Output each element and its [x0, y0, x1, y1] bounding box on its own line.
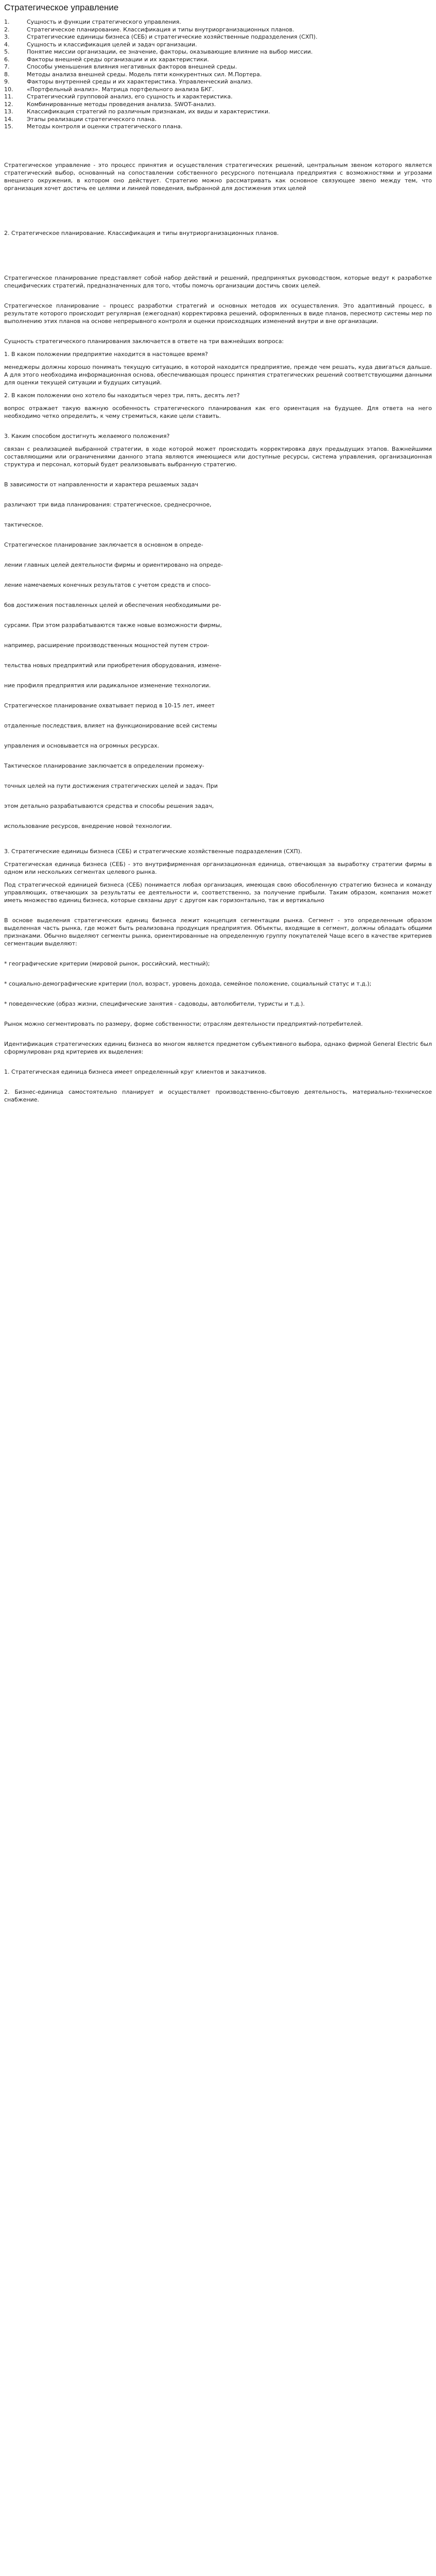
toc-text: Факторы внутренней среды и их характеристика. Управленческий анализ.: [27, 78, 253, 85]
toc-item: [4, 41, 432, 48]
text-line: например, расширение производственных мощностей путем строи-: [4, 641, 210, 649]
toc-item: [4, 93, 432, 100]
text-line: Тактическое планирование заключается в определении промежу-: [4, 762, 204, 769]
list-item: 1. Стратегическая единица бизнеса имеет определенный круг клиентов и заказчиков.: [4, 1068, 267, 1075]
paragraph: менеджеры должны хорошо понимать текущую ситуацию, в которой находится предприятие, прежде чем решать, куда двигаться дальше. А для этого необходима информационная основа, обеспечивающая процесс принятия стратегических решений соответствующими данными для оценки текущей ситуации и будущих ситуаций.: [4, 363, 432, 386]
text-line: ление намечаемых конечных результатов с учетом средств и спосо-: [4, 581, 211, 588]
toc-text: Способы уменьшения влияния негативных факторов внешней среды.: [27, 63, 237, 70]
text-line: Стратегическое планирование охватывает период в 10-15 лет, имеет: [4, 702, 215, 709]
text-line: отдаленные последствия, влияет на функционирование всей системы: [4, 722, 217, 729]
toc-item: [4, 101, 432, 108]
toc-text: Факторы внешней среды организации и их характеристики.: [27, 56, 209, 63]
toc-text: Сущность и функции стратегического управления.: [27, 19, 181, 25]
toc-text: Методы анализа внешней среды. Модель пяти конкурентных сил. М.Портера.: [27, 71, 262, 78]
question: 3. Каким способом достигнуть желаемого положения?: [4, 432, 170, 439]
question: 1. В каком положении предприятие находится в настоящее время?: [4, 350, 208, 358]
toc-text: Стратегическое планирование. Классификация и типы внутриорганизационных планов.: [27, 26, 294, 33]
section-heading: использование ресурсов, внедрение новой технологии.: [4, 822, 172, 829]
toc-text: Комбинированные методы проведения анализа. SWOT-анализ.: [27, 100, 216, 108]
text-line: Стратегическое планирование заключается в основном в опреде-: [4, 541, 203, 548]
toc-text: Этапы реализации стратегического плана.: [27, 115, 157, 123]
toc-item: [4, 78, 432, 86]
toc-item: [4, 33, 432, 41]
paragraph: Стратегическое управление - это процесс принятия и осуществления стратегических решений, центральным звеном которого является стратегический выбор, основанный на сопоставлении собственного ресурсного потенциала предприятия с возможностями и угрозами внешнего окружения, в котором оно действует. Стратегию можно рассматривать как основное связующее звено между тем, что организация хочет достичь ее целями и линией поведения, выбранной для достижения этих целей: [4, 161, 432, 192]
text-line: различают три вида планирования: стратегическое, среднесрочное,: [4, 501, 212, 508]
toc-item: [4, 26, 432, 33]
toc-number: 1.: [4, 19, 10, 25]
text-line: В зависимости от направленности и характера решаемых задач: [4, 481, 198, 488]
toc-text: Классификация стратегий по различным признакам, их виды и характеристики.: [27, 108, 270, 115]
paragraph: Стратегическое планирование – процесс разработки стратегий и основных методов их осуществления. Это адаптивный процесс, в результате которого происходит регулярная (ежегодная) корректировка решений, оформленных в виде планов, пересмотр системы мер по выполнению этих планов на основе непрерывного контроля и оценки происходящих изменений внутри и вне организации.: [4, 302, 432, 325]
text-line: тельства новых предприятий или приобретения оборудования, измене-: [4, 662, 221, 669]
text-line: лении главных целей деятельности фирмы и ориентировано на опреде-: [4, 561, 223, 568]
toc-item: [4, 56, 432, 63]
paragraph: Стратегическое планирование представляет собой набор действий и решений, предпринятых руководством, которые ведут к разработке специфических стратегий, предназначенных для того, чтобы помочь организации достичь своих целей.: [4, 274, 432, 289]
toc-number: 3.: [4, 33, 10, 40]
paragraph: Под стратегической единицей бизнеса (СЕБ) понимается любая организация, имеющая свою обособленную стратегию бизнеса и команду управляющих, отвечающих за результаты ее деятельности и, соответственно, за получение прибыли. Таким образом, компания может иметь множество единиц бизнеса, которые связаны друг с другом как горизонтально, так и вертикально: [4, 881, 432, 904]
text-line: ние профиля предприятия или радикальное изменение технологии.: [4, 682, 211, 689]
toc-item: [4, 123, 432, 130]
paragraph: связан с реализацией выбранной стратегии, в ходе которой может происходить корректировка двух предыдущих этапов. Важнейшими составляющими или ограничениями данного этапа являются имеющиеся или доступные ресурсы, система управления, организационная структура и персонал, который будет реализовывать выбранную стратегию.: [4, 445, 432, 468]
list-item: Идентификация стратегических единиц бизнеса во многом является предметом субъективного выбора, однако фирмой General Electric был сформулирован ряд критериев их выделения:: [4, 1040, 432, 1055]
toc-number: 6.: [4, 56, 10, 63]
toc-number: 12.: [4, 100, 13, 108]
toc-text: Стратегический групповой анализ, его сущность и характеристика.: [27, 93, 233, 100]
list-item: * социально-демографические критерии (пол, возраст, уровень дохода, семейное положение, социальный статус и т.д.);: [4, 980, 372, 987]
toc-text: Методы контроля и оценки стратегического плана.: [27, 123, 183, 130]
toc-text: Сущность и классификация целей и задач организации.: [27, 41, 197, 48]
toc-number: 5.: [4, 48, 10, 55]
list-item: 2. Бизнес-единица самостоятельно планирует и осуществляет производственно-сбытовую деятельность, материально-техническое снабжение.: [4, 1088, 432, 1103]
toc-text: «Портфельный анализ». Матрица портфельного анализа БКГ.: [27, 86, 214, 93]
paragraph: Рынок можно сегментировать по размеру, форме собственности; отраслям деятельности предприятий-потребителей.: [4, 1020, 363, 1027]
list-item: В основе выделения стратегических единиц бизнеса лежит концепция сегментации рынка. Сегмент - это определенным образом выделенная часть рынка, где может быть реализована продукция предприятия. Объекты, входящие в сегмент, должны обладать общими признаками. Обычно выделяют сегменты рынка, ориентированные на определенную группу покупателей Чаще всего в качестве критериев сегментации выделяют:: [4, 917, 432, 947]
toc-number: 8.: [4, 71, 10, 78]
paragraph: 3. Стратегические единицы бизнеса (СЕБ) и стратегические хозяйственные подразделения (СХП).: [4, 848, 302, 855]
text-line: управления и основывается на огромных ресурсах.: [4, 742, 160, 749]
toc-number: 2.: [4, 26, 10, 33]
paragraph: вопрос отражает такую важную особенность стратегического планирования как его ориентация на будущее. Для ответа на него необходимо четко определить, к чему стремиться, какие цели ставить.: [4, 404, 432, 419]
toc-item: [4, 63, 432, 71]
toc-number: 7.: [4, 63, 10, 70]
text-line: бов достижения поставленных целей и обеспечения необходимыми ре-: [4, 601, 221, 608]
text-line: сурсами. При этом разрабатываются также новые возможности фирмы,: [4, 621, 222, 629]
toc-item: [4, 108, 432, 115]
toc-number: 9.: [4, 78, 10, 85]
toc-text: Стратегические единицы бизнеса (СЕБ) и стратегические хозяйственные подразделения (СХП).: [27, 33, 318, 40]
list-item: * географические критерии (мировой рынок, российский, местный);: [4, 960, 210, 967]
text-line: этом детально разрабатываются средства и способы решения задач,: [4, 802, 214, 809]
toc-text: Понятие миссии организации, ее значение, факторы, оказывающие влияние на выбор миссии.: [27, 48, 313, 55]
paragraph: Стратегическая единица бизнеса (СЕБ) - это внутрифирменная организационная единица, отвечающая за выработку стратегии фирмы в одном или нескольких сегментах целевого рынка.: [4, 860, 432, 875]
toc-number: 4.: [4, 41, 10, 48]
toc-number: 14.: [4, 115, 13, 123]
text-line: точных целей на пути достижения стратегических целей и задач. При: [4, 782, 218, 789]
toc-item: [4, 116, 432, 123]
toc-item: [4, 86, 432, 93]
toc-item: [4, 48, 432, 56]
paragraph: * поведенческие (образ жизни, специфические занятия - садоводы, автолюбители, туристы и т.д.).: [4, 1000, 305, 1007]
toc-number: 10.: [4, 86, 13, 93]
table-of-contents: [4, 19, 432, 130]
toc-number: 11.: [4, 93, 13, 100]
text-line: тактическое.: [4, 521, 44, 528]
toc-number: 15.: [4, 123, 13, 130]
section-heading: 2. Стратегическое планирование. Классификация и типы внутриорганизационных планов.: [4, 229, 279, 236]
toc-item: [4, 19, 432, 26]
question: 2. В каком положении оно хотело бы находиться через три, пять, десять лет?: [4, 392, 240, 399]
toc-item: [4, 71, 432, 78]
toc-number: 13.: [4, 108, 13, 115]
page-title: Стратегическое управление: [4, 3, 119, 12]
paragraph: Сущность стратегического планирования заключается в ответе на три важнейших вопроса:: [4, 337, 284, 345]
document: [0, 0, 436, 1104]
